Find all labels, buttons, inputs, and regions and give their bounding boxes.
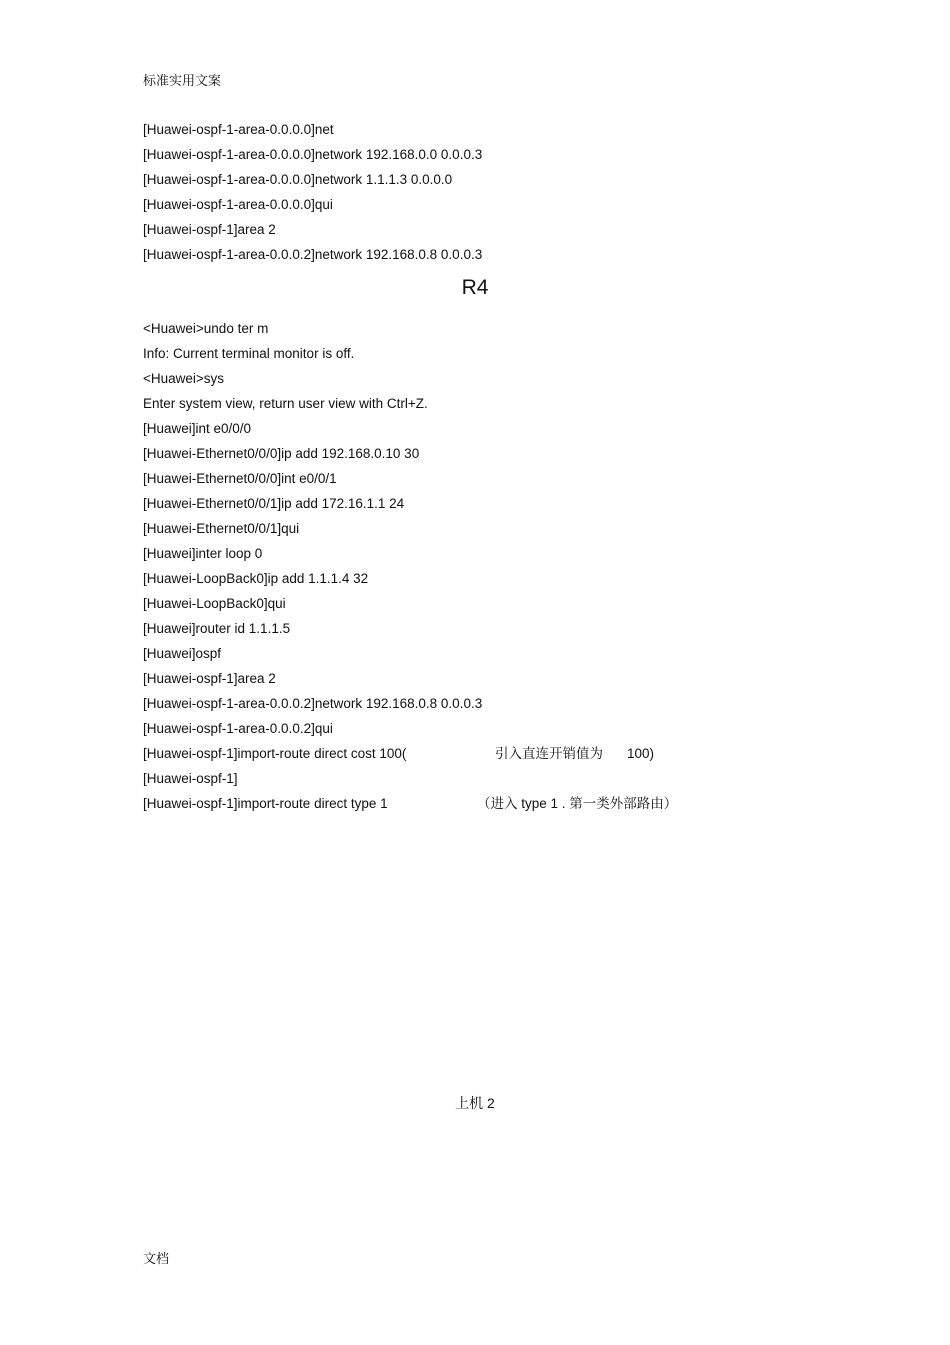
config-line: [Huawei-ospf-1-area-0.0.0.2]network 192.168.0.8 0.0.0.3 [143, 696, 483, 711]
config-line: [Huawei-Ethernet0/0/1]qui [143, 521, 300, 536]
page-header: 标准实用文案 [143, 73, 222, 88]
type-note: （进入 type 1 . 第一类外部路由） [477, 796, 678, 811]
config-line: [Huawei]router id 1.1.1.5 [143, 621, 291, 636]
config-line: [Huawei-LoopBack0]ip add 1.1.1.4 32 [143, 571, 369, 586]
config-line: [Huawei-ospf-1] [143, 771, 238, 786]
config-line: [Huawei]ospf [143, 646, 222, 661]
config-line: [Huawei-ospf-1-area-0.0.0.0]network 1.1.1.3 0.0.0.0 [143, 172, 453, 187]
config-block-r3 [143, 117, 482, 267]
cost-note: 引入直连开销值为 [495, 746, 603, 761]
config-line: [Huawei]inter loop 0 [143, 546, 263, 561]
config-line: [Huawei-ospf-1-area-0.0.0.0]network 192.168.0.0 0.0.0.3 [143, 147, 483, 162]
config-line: [Huawei-ospf-1-area-0.0.0.0]qui [143, 197, 333, 212]
lab-caption: 上机 2 [455, 1095, 495, 1111]
config-line: [Huawei]int e0/0/0 [143, 421, 252, 436]
config-line: [Huawei-ospf-1-area-0.0.0.2]network 192.168.0.8 0.0.0.3 [143, 247, 483, 262]
config-line-type [143, 791, 678, 816]
cost-value: 100) [627, 746, 655, 761]
config-line: <Huawei>undo ter m [143, 321, 269, 336]
config-block-r4 [143, 316, 678, 816]
config-line-text: [Huawei-ospf-1]import-route direct type 1 [143, 796, 388, 811]
config-line: [Huawei-Ethernet0/0/0]ip add 192.168.0.10 30 [143, 446, 420, 461]
section-title: R4 [461, 276, 489, 299]
config-line: [Huawei-Ethernet0/0/1]ip add 172.16.1.1 24 [143, 496, 405, 511]
config-line: Info: Current terminal monitor is off. [143, 346, 355, 361]
config-line: Enter system view, return user view with Ctrl+Z. [143, 396, 428, 411]
config-line-cost [143, 741, 655, 766]
config-line: [Huawei-Ethernet0/0/0]int e0/0/1 [143, 471, 337, 486]
config-line: [Huawei-ospf-1-area-0.0.0.0]net [143, 122, 334, 137]
config-line: [Huawei-ospf-1-area-0.0.0.2]qui [143, 721, 333, 736]
config-line: <Huawei>sys [143, 371, 225, 386]
page-footer: 文档 [143, 1251, 170, 1266]
config-line: [Huawei-ospf-1]area 2 [143, 222, 276, 237]
config-line: [Huawei-LoopBack0]qui [143, 596, 286, 611]
config-line-text: [Huawei-ospf-1]import-route direct cost 100( [143, 746, 407, 761]
config-line: [Huawei-ospf-1]area 2 [143, 671, 276, 686]
